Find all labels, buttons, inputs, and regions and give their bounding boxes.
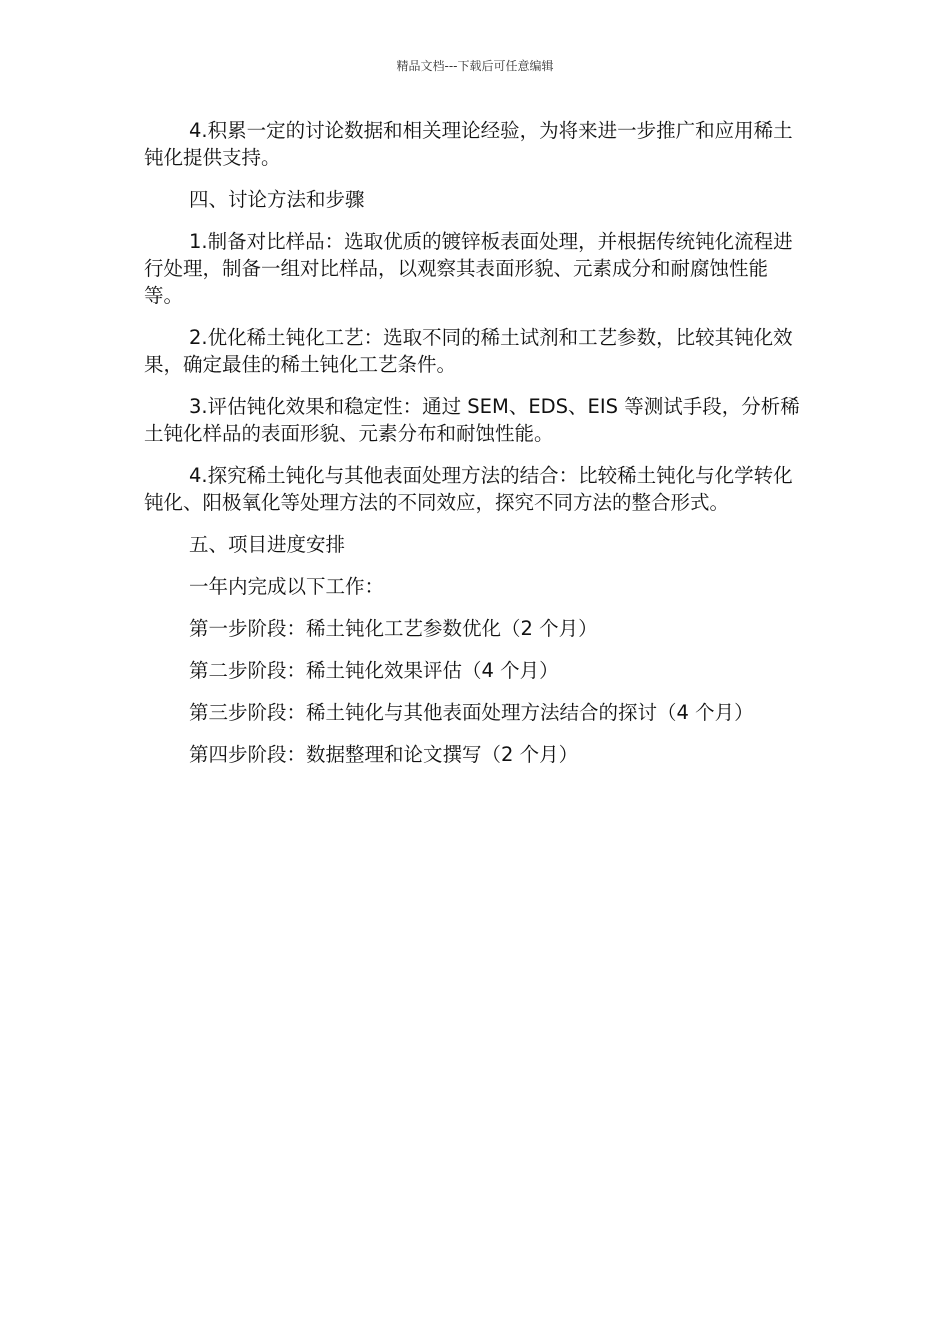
- paragraph-method-4: 4.探究稀土钝化与其他表面处理方法的结合：比较稀土钝化与化学转化钝化、阳极氧化等处理方法的不同效应，探究不同方法的整合形式。: [144, 464, 793, 514]
- paragraph-goal-4: 4.积累一定的讨论数据和相关理论经验，为将来进一步推广和应用稀土钝化提供支持。: [144, 119, 793, 169]
- paragraph-schedule-intro: 一年内完成以下工作：: [189, 575, 385, 598]
- document-body: [144, 117, 804, 783]
- paragraph-method-2: 2.优化稀土钝化工艺：选取不同的稀土试剂和工艺参数，比较其钝化效果，确定最佳的稀土钝化工艺条件。: [144, 326, 793, 376]
- page-header: 精品文档---下载后可任意编辑: [396, 59, 554, 73]
- schedule-stage-3: 第三步阶段：稀土钝化与其他表面处理方法结合的探讨（4 个月）: [189, 701, 754, 724]
- schedule-stage-2: 第二步阶段：稀土钝化效果评估（4 个月）: [189, 659, 559, 682]
- paragraph-method-3: 3.评估钝化效果和稳定性：通过 SEM、EDS、EIS 等测试手段，分析稀土钝化样品的表面形貌、元素分布和耐蚀性能。: [144, 395, 800, 445]
- schedule-stage-4: 第四步阶段：数据整理和论文撰写（2 个月）: [189, 743, 579, 766]
- schedule-stage-1: 第一步阶段：稀土钝化工艺参数优化（2 个月）: [189, 617, 598, 640]
- paragraph-method-1: 1.制备对比样品：选取优质的镀锌板表面处理，并根据传统钝化流程进行处理，制备一组对比样品，以观察其表面形貌、元素成分和耐腐蚀性能等。: [144, 230, 793, 307]
- section-heading-methods: 四、讨论方法和步骤: [189, 188, 365, 211]
- section-heading-schedule: 五、项目进度安排: [189, 533, 346, 556]
